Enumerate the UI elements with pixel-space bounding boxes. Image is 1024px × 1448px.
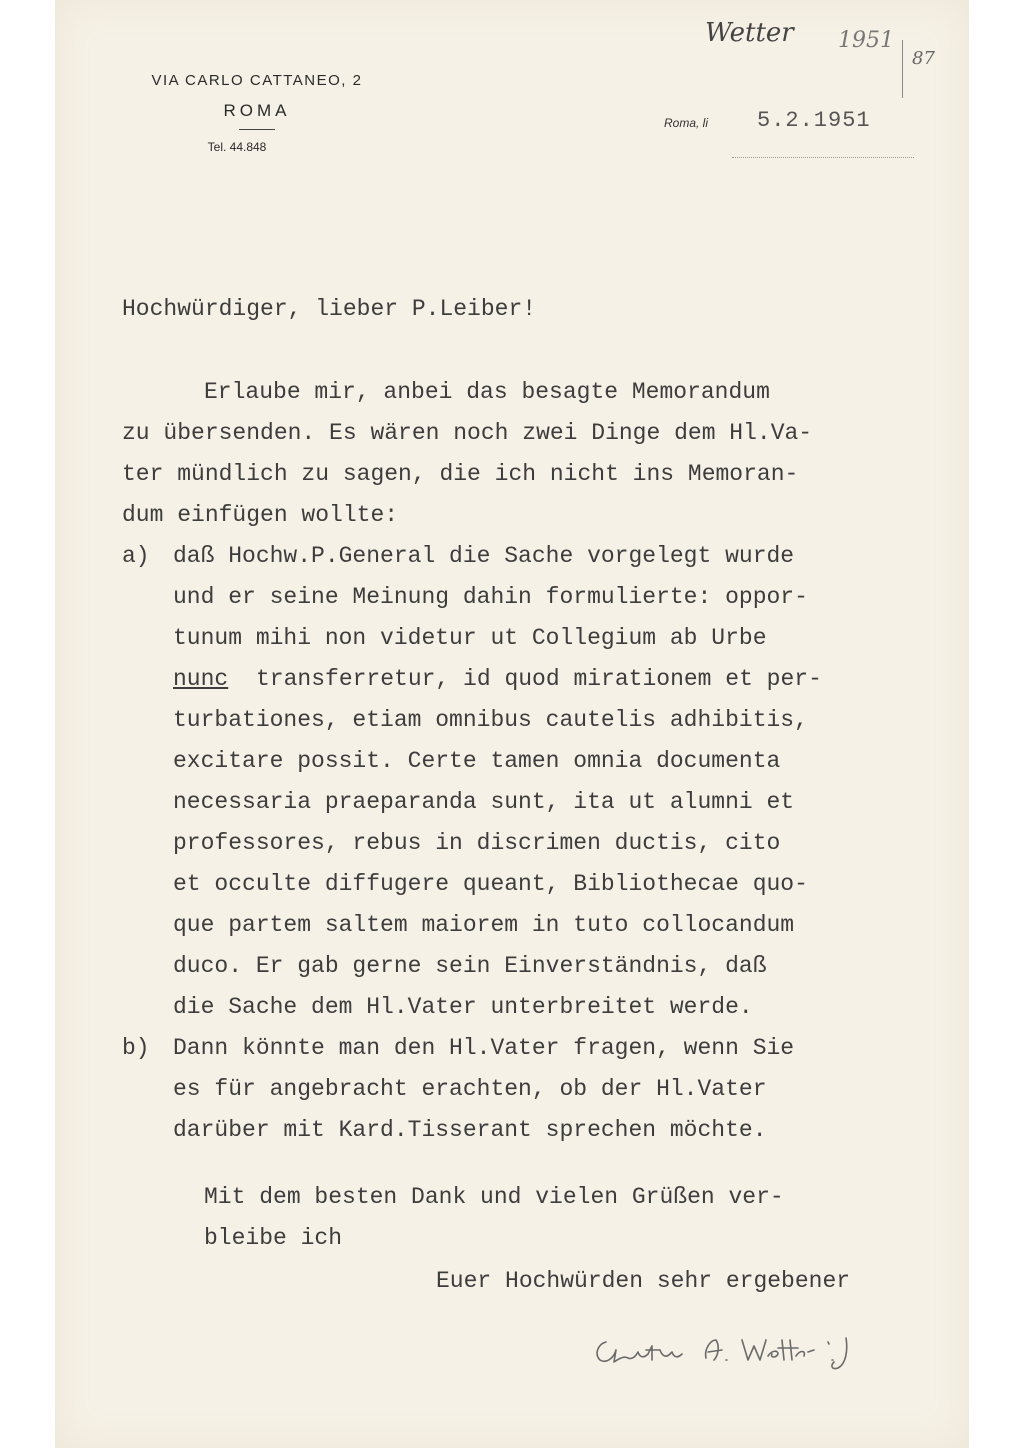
dateline-dotted-rule (732, 157, 914, 158)
item-a-line: et occulte diffugere queant, Bibliothecae quo- (173, 871, 808, 897)
item-a-line: necessaria praeparanda sunt, ita ut alumni et (173, 789, 795, 815)
item-a-line: die Sache dem Hl.Vater unterbreitet werde. (173, 994, 753, 1020)
annotation-divider (902, 40, 903, 98)
archive-annotation-year: 1951 (838, 28, 894, 53)
handwritten-signature (592, 1328, 872, 1378)
closing-line: Mit dem besten Dank und vielen Grüßen ver- (204, 1184, 784, 1210)
item-a-underlined-word: nunc (173, 666, 229, 692)
body-line: zu übersenden. Es wären noch zwei Dinge dem Hl.Va- (122, 420, 813, 446)
item-a-line: daß Hochw.P.General die Sache vorgelegt wurde (173, 543, 795, 569)
archive-annotation-folio: 87 (912, 48, 935, 69)
salutation: Hochwürdiger, lieber P.Leiber! (122, 296, 537, 322)
dateline-date: 5.2.1951 (757, 108, 871, 133)
letterhead-rule (239, 129, 275, 130)
archive-annotation-name: Wetter (705, 18, 794, 48)
item-b-line: es für angebracht erachten, ob der Hl.Vater (173, 1076, 767, 1102)
item-a-line: und er seine Meinung dahin formulierte: oppor- (173, 584, 808, 610)
item-a-line: professores, rebus in discrimen ductis, cito (173, 830, 781, 856)
dateline (664, 108, 871, 133)
item-b-marker: b) (122, 1035, 150, 1061)
letterhead-city: ROMA (223, 101, 291, 120)
item-a-line: transferretur, id quod mirationem et per- (256, 666, 822, 692)
letterhead-address: VIA CARLO CATTANEO, 2 (151, 72, 363, 89)
dateline-place: Roma, li (664, 116, 709, 130)
item-b-line: Dann könnte man den Hl.Vater fragen, wenn Sie (173, 1035, 795, 1061)
letterhead-telephone: Tel. 44.848 (207, 140, 267, 154)
item-b-line: darüber mit Kard.Tisserant sprechen möchte. (173, 1117, 767, 1143)
item-a-line: tunum mihi non videtur ut Collegium ab Urbe (173, 625, 767, 651)
closing-line: bleibe ich (204, 1225, 343, 1251)
complimentary-close: Euer Hochwürden sehr ergebener (436, 1268, 851, 1294)
body-line: dum einfügen wollte: (122, 502, 399, 528)
item-a-marker: a) (122, 543, 150, 569)
letterhead (132, 72, 382, 154)
item-a-line: turbationes, etiam omnibus cautelis adhibitis, (173, 707, 808, 733)
item-a-line: que partem saltem maiorem in tuto collocandum (173, 912, 795, 938)
item-a-line: excitare possit. Certe tamen omnia documenta (173, 748, 781, 774)
item-a-line: duco. Er gab gerne sein Einverständnis, daß (173, 953, 767, 979)
body-line: ter mündlich zu sagen, die ich nicht ins Memoran- (122, 461, 799, 487)
body-line: Erlaube mir, anbei das besagte Memorandum (204, 379, 770, 405)
